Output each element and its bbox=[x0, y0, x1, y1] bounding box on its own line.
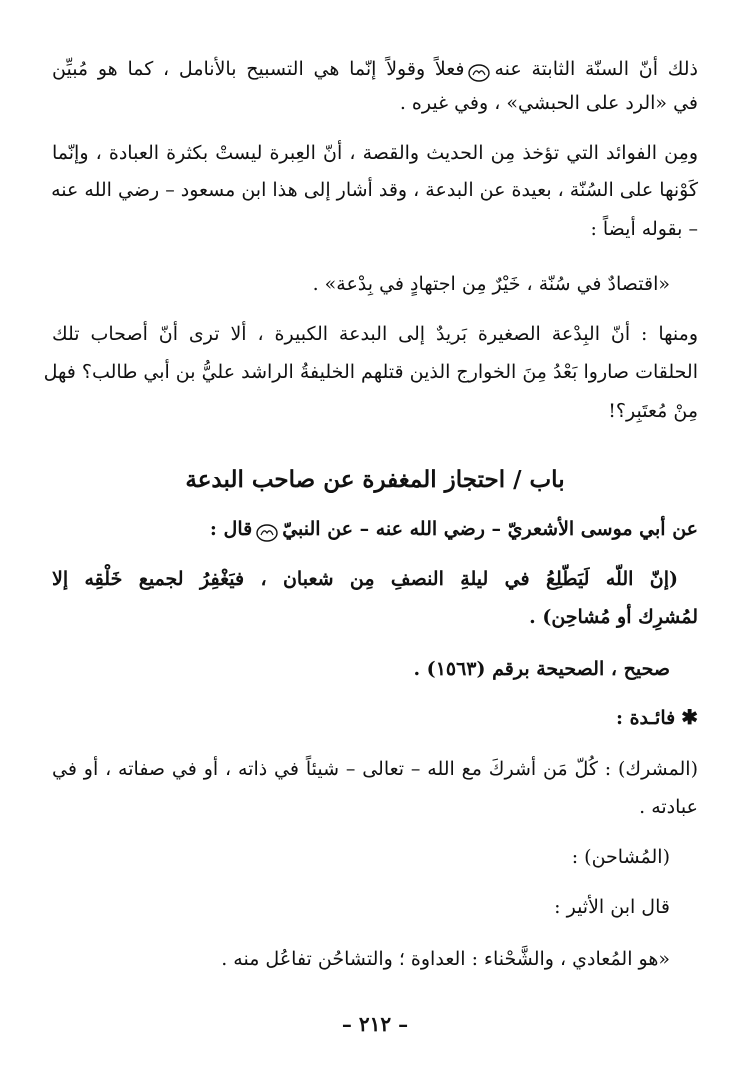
text-line-2: في «الرد على الحبشي» ، وفي غيره . bbox=[399, 92, 698, 114]
page-number: – ٢١٢ – bbox=[341, 1012, 409, 1036]
narration-line: عن أبي موسى الأشعريّ – رضي الله عنه – عن النبيّقال : bbox=[209, 518, 698, 540]
asterisk-icon: ✱ bbox=[681, 705, 698, 729]
definition-line-2: عبادته . bbox=[639, 796, 698, 818]
salawat-seal-icon bbox=[468, 61, 490, 79]
text-line-4: كَوْنها على السُنّة ، بعيدة عن البدعة ، وقد أشار إلى هذا ابن مسعود – رضي الله عنه bbox=[51, 179, 698, 201]
grading-line: صحيح ، الصحيحة برقم (١٥٦٣) . bbox=[413, 658, 670, 680]
text-line-8: مِنْ مُعتَبِر؟! bbox=[608, 400, 698, 422]
hadith-line-1: (إنّ اللّه لَيَطّلِعُ في ليلةِ النصفِ مِن شعبان ، فيَغْفِرُ لجميع خَلْقِه إلا bbox=[52, 568, 678, 590]
text-line-5: – بقوله أيضاً : bbox=[590, 218, 698, 240]
term-line: (المُشاحن) : bbox=[571, 846, 670, 868]
book-page bbox=[43, 34, 698, 1074]
chapter-heading: باب / احتجاز المغفرة عن صاحب البدعة bbox=[185, 466, 565, 493]
benefit-heading: ✱فائـدة : bbox=[616, 702, 698, 733]
definition-line-1: (المشرك) : كُلّ مَن أشركَ مع الله – تعالى – شيئاً في ذاته ، أو في صفاته ، أو في bbox=[52, 758, 698, 780]
hadith-line-2: لمُشرِك أو مُشاحِن) . bbox=[529, 606, 698, 628]
quote-line: «اقتصادٌ في سُنّة ، خَيْرٌ مِن اجتهادٍ في بِدْعة» . bbox=[312, 273, 670, 295]
quote-definition-line: «هو المُعادي ، والشَّحْناء : العداوة ؛ والتشاحُن تفاعُل منه . bbox=[221, 948, 670, 970]
text-line-7: الحلقات صاروا بَعْدُ مِنَ الخوارج الذين قتلهم الخليفةُ الراشد عليُّ بن أبي طالب؟ فهل bbox=[43, 361, 698, 383]
text-line-3: ومِن الفوائد التي تؤخذ مِن الحديث والقصة ، أنّ العِبرة ليستْ بكثرة العبادة ، وإنّما bbox=[52, 142, 698, 164]
text-line-6: ومنها : أنّ البِدْعة الصغيرة بَريدٌ إلى البدعة الكبيرة ، ألا ترى أنّ أصحاب تلك bbox=[52, 323, 698, 345]
salawat-seal-icon bbox=[256, 521, 278, 539]
source-line: قال ابن الأثير : bbox=[554, 896, 670, 918]
text-line-1: ذلك أنّ السنّة الثابتة عنهفعلاً وقولاً إنّما هي التسبيح بالأنامل ، كما هو مُبيِّن bbox=[52, 58, 698, 80]
